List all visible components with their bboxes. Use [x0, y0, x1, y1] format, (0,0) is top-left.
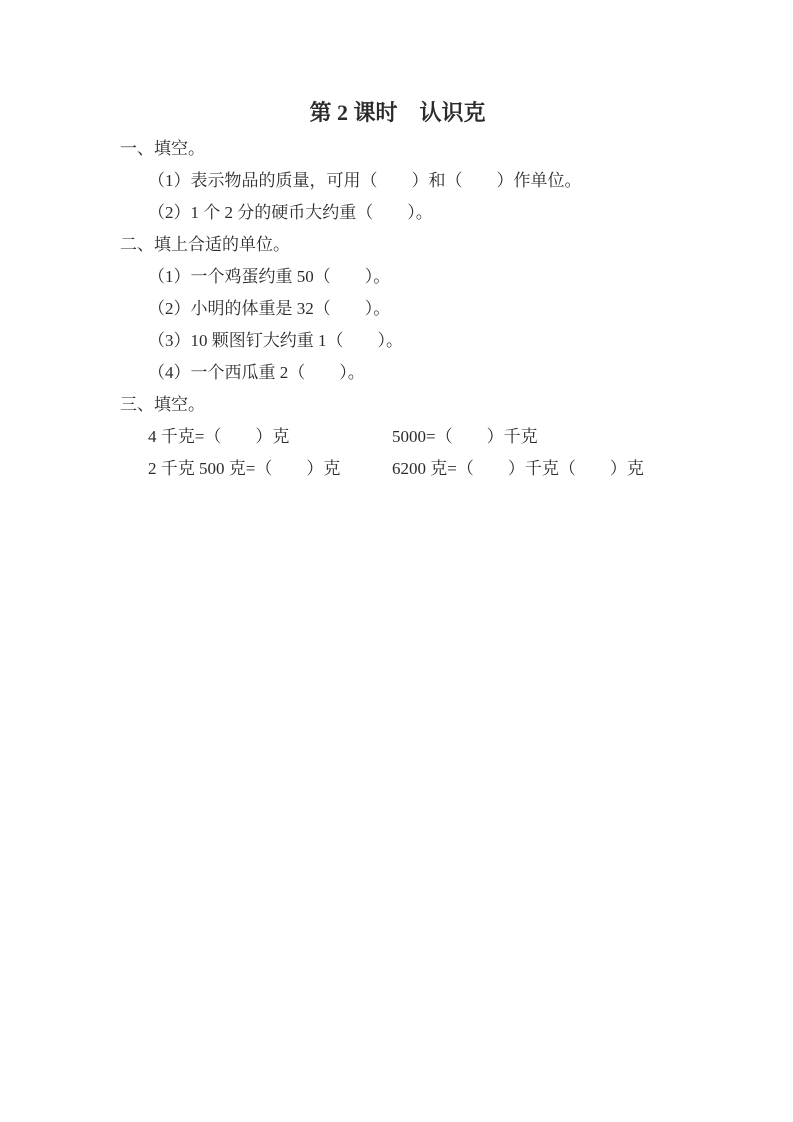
section-3-heading: 三、填空。: [120, 395, 205, 414]
section-2-heading: 二、填上合适的单位。: [120, 235, 290, 254]
worksheet-item: （1）表示物品的质量，可用（ ）和（ ）作单位。: [148, 171, 582, 190]
section-units: [120, 229, 675, 389]
worksheet-item: （3）10 颗图钉大约重 1（ ）。: [148, 331, 403, 350]
worksheet-item: （4）一个西瓜重 2（ ）。: [148, 363, 365, 382]
conversion-item: 4 千克=（ ）克: [148, 427, 290, 446]
section-fill-blanks-2: [120, 389, 675, 485]
section-2-items: [120, 261, 675, 389]
conversion-item: 6200 克=（ ）千克（ ）克: [392, 459, 644, 478]
conversion-row: [148, 453, 675, 485]
conversion-row: [148, 421, 675, 453]
section-3-items: [120, 421, 675, 485]
section-1-items: [120, 165, 675, 229]
conversion-item: 2 千克 500 克=（ ）克: [148, 459, 341, 478]
worksheet-item: （1）一个鸡蛋约重 50（ ）。: [148, 267, 391, 286]
page-title: 第 2 课时 认识克: [309, 100, 486, 125]
worksheet-item: （2）1 个 2 分的硬币大约重（ ）。: [148, 203, 433, 222]
section-1-heading: 一、填空。: [120, 139, 205, 158]
section-fill-blanks-1: [120, 133, 675, 229]
conversion-item: 5000=（ ）千克: [392, 427, 538, 446]
worksheet-item: （2）小明的体重是 32（ ）。: [148, 299, 391, 318]
